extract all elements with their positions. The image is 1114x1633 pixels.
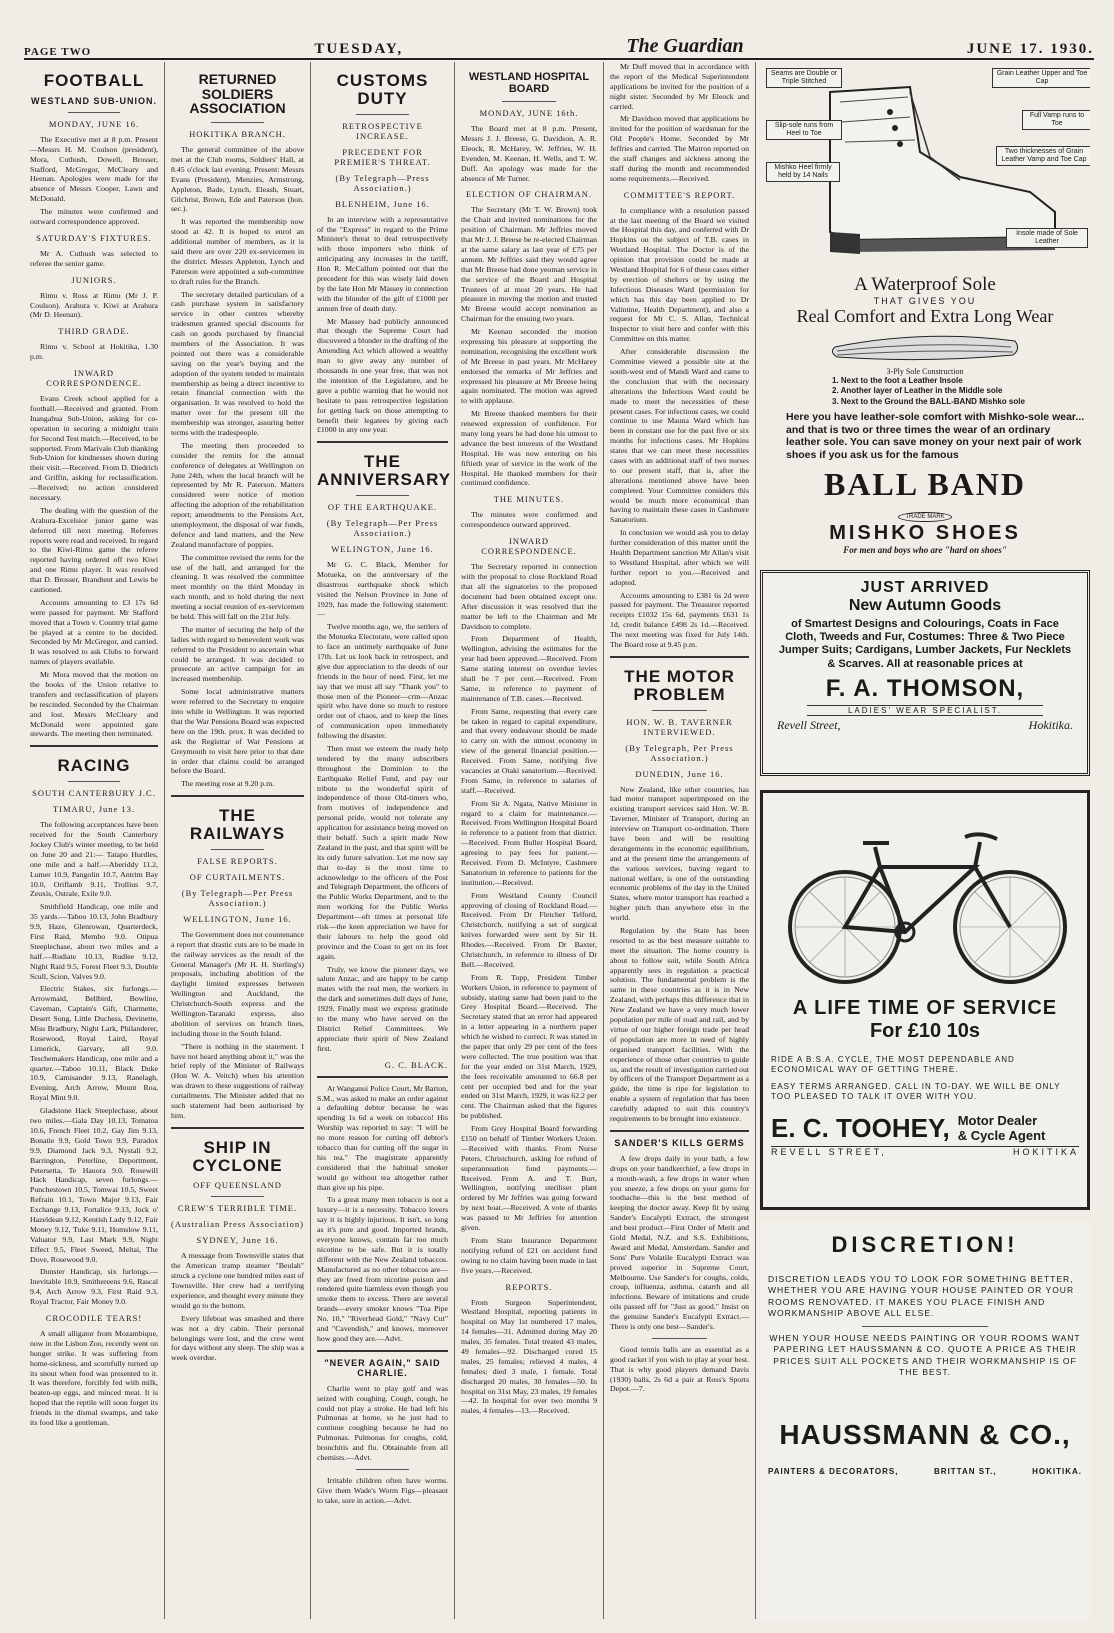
article-subtitle: HON. W. B. TAVERNER INTERVIEWED. [626, 716, 733, 737]
paragraph: New Zealand, like other countries, has had motor transport superimposed on the existing transport services said Hon. W. B. Taverner, Minister of Transport, during an interview on Transport co-ordination. There have been and will be resulting derangements in the economic equilibrium, and at the present time the arrangements of the various services, having regard to national welfare, is one of the outstanding economic problems of the day in the United States, where motor transport has reached a higher pitch than anywhere else in the world. [610, 784, 749, 923]
divider [356, 495, 408, 496]
sole-item: 1. Next to the foot a Leather Insole [832, 376, 963, 385]
paragraph: Mr Keenan seconded the motion expressing his pleasure at supporting the nomination, recognising the excellent work of Mr Breese in past years. Mr McHarey endorsed the remarks of Mr Jeffries and expressed his pleasure at Mr Breese being again nominated. The motion was agreed to with applause. [461, 327, 597, 406]
paragraph: The Secretary (Mr T. W. Brown) took the Chair and invited nominations for the position of Chairman. Mr Jeffries moved that Mr J. J. Breese be re-elected Chairman at the same salary as last year of £75 per annum. Mr Jeffries said they would agree that Mr Breese had done yeoman service in the service of the Board and Hospital Trustees of at most 20 years. He had pleasure in moving the motion and trusted Mr Breese would accept nomination as Chairman for the ensuing two years. [461, 205, 597, 324]
dateline: SYDNEY, June 16. [196, 1235, 279, 1246]
ad-headline: DISCRETION! [831, 1232, 1019, 1257]
divider [502, 101, 556, 102]
divider [171, 1127, 304, 1129]
paragraph: Truly, we know the pioneer days, we salute Anzac, and are happy to be camp mates with the real men, the workers in the dark and sometimes dull days of June, 1929. Finally must we express gratitude to the many who have served on the District Relief Committees. We appreciate their spirit of New Zealand first. [317, 964, 448, 1053]
ad-headline: For £10 10s [869, 1020, 981, 1042]
ad-haussmann [760, 1222, 1090, 1622]
article-subtitle: FALSE REPORTS. [197, 855, 278, 866]
town-text: Hokitika. [1028, 717, 1073, 732]
divider [211, 849, 264, 850]
town-text: HOKITIKA [1012, 1146, 1079, 1157]
article-title-customs: CUSTOMS DUTY [336, 71, 429, 108]
trade-line: Motor Dealer [957, 1113, 1038, 1129]
paragraph: At Wanganui Police Court, Mr Barton, S.M., was asked to make an order against a defaulting debtor because he was spending 1s 6d a week on tobacco! His Worship was reported to say: "I will be no more reason for cutting off debtor's tobacco than for cutting off the sugar in his tea." The magistrate apparently considered that the habitual smoker would go without tea altogether rather than give up his pipe. [317, 1083, 448, 1192]
paragraph: The committee revised the rents for the use of the hall, and arranged for the cleaning. It was resolved the committee meet monthly on the third Monday in each month, and to hold during the next meeting a social reunion of ex-servicemen be held. This will fall on the 21st July. [171, 552, 304, 622]
paragraph: From Surgeon Superintendent, Westland Hospital, reporting patients in hospital on May 1st numbered 17 males, 14 females—31. Admitted during May 20 males, 35 females. Total treated 43 males, 49 females—92. Discharged cured 15 males, 25 females; relieved 4 males, 4 females; died 3 male, 1 female. Total discharged 20 males, 30 females—50. In hospital on 31st May, 23 males, 19 females—42. In hospital for over two months 9 males, 4 females—13.—Received. [461, 1297, 597, 1416]
boot-label: Full Vamp runs to Toe [1022, 110, 1090, 130]
paragraph: Rimu v. Ross at Rimu (Mr J. P. Coulson). Arahura v. Kiwi at Arahura (Mr D. Heenan). [30, 290, 158, 320]
paragraph: A message from Townsville states that the American tramp steamer "Beulah" struck a cyclone one hundred miles east of Townsville. Her crew had a terrifying experience, and thought every minute they would go to the bottom. [171, 1251, 304, 1310]
ad-headline-block [760, 274, 1090, 327]
dateline: WELINGTON, June 16. [331, 543, 434, 554]
paragraph: In conclusion we would ask you to delay further consideration of this matter until the Health Department sanction Mr Allan's visit to Westland Hospital, after which we will further report to you.—Received and adopted. [610, 528, 749, 587]
divider [211, 122, 264, 123]
divider [610, 1130, 749, 1132]
paragraph: Mr Duff moved that in accordance with the report of the Medical Superintendent applications be invited for the position of a night sister. Seconded by Mr Eleock and carried. [610, 62, 749, 111]
brand-block [760, 466, 1090, 503]
article-subtitle: OFF QUEENSLAND [193, 1180, 282, 1191]
paragraph: The Executive met at 8 p.m. Present—Messrs H. M. Coulson (president), Mora, Cuthush, Dowell, Brosser, Stafford, McGregor, McCleary and Heenan. Apologies were made for the absence of Messrs Cooper, Lawn and McDonald. [30, 134, 158, 204]
sole-title: 3-Ply Sole Construction [886, 367, 964, 376]
paragraph: From R. Topp, President Timber Workers Union, in reference to payment of subsidy, stating same had been paid to the Grey Hospital Board.—Received. The Secretary stated that an error had appeared in a letter appearing in a northern paper which he wished to correct. It was stated in the paper that only 29 per cent of the fees were collected. The true position was that for the year ended on 31st March, 1929, the fees receivable amounted to 66.8 per cent per occupied bed and for the year ended on 31st March, 1929, it was 62.2 per cent. The Chairman asked that the figures be published. [461, 972, 597, 1121]
paragraph: The Secretary reported in connection with the proposal to close Rockland Road that all the signatories to the proposed document had been obtained except one. After discussion it was resolved that the matter be left to the Chairman and Mr Davidson to complete. [461, 562, 597, 631]
paragraph: The minutes were confirmed and correspondence outward approved. [461, 510, 597, 530]
paragraph: Some local administrative matters were referred to the Secretary to enquire into while in Wellington. It was reported that the War Pensions Board was expected here on the 19th. prox. It was decided to ask the Registrar of War Pensions at Greymouth to visit here prior to that date in order that claims could be arranged before the Board. [171, 687, 304, 776]
paragraph: Evans Creek school applied for a football.—Received and granted. From Inangahua Sub-Union, asking for co-operation in securing a midnight train for Second Test match.—Received, to be supported. From Marivale Club thanking Sub-Union for kindnesses shown during their visit.—Received. From D. Diedrich and Griffin, asking for reclassification.—Received; no action considered necessary. [30, 394, 158, 502]
section-heading: SATURDAY'S FIXTURES. [36, 232, 152, 243]
sole-list [760, 376, 1090, 407]
sole-item: 2. Another layer of Leather in the Middle sole [832, 386, 1003, 396]
street-text: Revell Street, [777, 717, 841, 732]
boot-label: Two thicknesses of Grain Leather Vamp and Toe Cap [996, 146, 1090, 166]
boot-label: Insole made of Sole Leather [1006, 228, 1088, 248]
paragraph: From Sir A. Ngata, Native Minister in regard to a claim for maintenance.—Received. From Wellington Hospital Board in reference to a patient from that district.—Received. From Buller Hospital Board, agreeing to pay fees for patient.—Received. From D. McIntyre, Cashmere Sanatorium in reference to patients for the institution.—Received. [461, 798, 597, 887]
article-subtitle: CREW'S TERRIBLE TIME. [177, 1203, 298, 1214]
article-title-hospital: WESTLAND HOSPITAL BOARD [468, 71, 590, 95]
street-text: BRITTAN ST., [934, 1466, 997, 1476]
article-subtitle: OF THE EARTHQUAKE. [327, 501, 438, 512]
ad-headline: Real Comfort and Extra Long Wear [796, 306, 1054, 326]
paragraph: Mr Mora moved that the motion on the books of the Union relative to transfers and reclassification of players be rescinded. Seconded by the Chairman and lost. Messrs McCleary and McDonald were appointed gate stewards. The meeting then terminated. [30, 670, 158, 739]
ad-ballband [760, 62, 1090, 562]
paragraph: Accounts amounting to £381 6s 2d were passed for payment. The Treasurer reported receipts £1032 15s 6d, payments £631 1s 1d, credit balance £498 2s 1d.—Received. The next meeting was fixed for July 14th. The Board rose at 9.45 p.m. [610, 590, 749, 649]
dealer-address [768, 1467, 1082, 1476]
paragraph: Mr G. C. Black, Member for Motueka, on the anniversary of the disastrous earthquake shock which visited the Nelson Province in June of 1929, has made the following statement:— [317, 559, 448, 619]
ad-headline: A Waterproof Sole [854, 274, 996, 295]
paragraph: The Board met at 8 p.m. Present, Messrs J. J. Breese, G. Davidson, A. R. Eleock, R. McHarey, W. Jeffries, W. H. Evenden, M. Keenan, H. Wells, and T. W. Duff. An apology was made for the absence of Mr Turner. [461, 124, 597, 183]
column-5 [604, 62, 756, 1619]
bicycle-icon [775, 797, 1075, 997]
paragraph: Smithfield Handicap, one mile and 35 yards.—Taboo 10.13, John Bradbury 9.9, Haze, Glenrowan, Quarterdeck, First Raid, Membo 9.0. Otipua Steeplechase, about two miles and a half.—Rudiate 10.13, Rudlee 9.12, Night Raid 9.5, Forest Fleet 9.3, Double Scull, Scion, Valves 9.0. [30, 902, 158, 981]
section-heading: "NEVER AGAIN," SAID CHARLIE. [324, 1357, 441, 1378]
divider [68, 112, 119, 113]
paragraph: From Westland County Council approving of closing of Rockland Road.—Received. From Dr Fletcher Telford, Christchurch, notifying a set of surgical knives forwarded were sent by Sir H. Rhodes.—Received. From Dr Baxter, Christchurch, in reference to illness of Dr Bell.—Received. [461, 890, 597, 969]
ad-body: EASY TERMS ARRANGED. CALL IN TO-DAY. WE WILL BE ONLY TOO PLEASED TO TALK IT OVER WITH YOU. [771, 1081, 1061, 1102]
dateline: TIMARU, June 13. [52, 804, 136, 815]
dateline: MONDAY, JUNE 16th. [479, 108, 579, 119]
telegraph-credit: (By Telegraph, Per Press Association.) [625, 742, 734, 763]
section-heading: THE MINUTES. [493, 494, 565, 505]
boot-label: Grain Leather Upper and Toe Cap [992, 68, 1090, 88]
paragraph: In an interview with a representative of the "Express" in regard to the Prime Minister's threat to deal retrospectively with those importers who think of anticipating any increases in the tariff, Hon R. McCallum pointed out that the precedent for this was wisely laid down by the late Hon Mr Massey in connection with the blunder of the gift of £1000 per annum free of death duty. [317, 214, 448, 313]
ad-headline: JUST ARRIVED [860, 579, 990, 596]
column-4 [455, 62, 604, 1619]
dealer-line: LADIES' WEAR SPECIALIST. [807, 705, 1043, 716]
article-subtitle: WESTLAND SUB-UNION. [31, 95, 157, 106]
trademark-badge: TRADE MARK [898, 512, 951, 522]
divider [171, 795, 304, 797]
article-subtitle: SOUTH CANTERBURY J.C. [32, 788, 156, 799]
paragraph: The secretary detailed particulars of a cash purchase system in satisfactory service in other centres whereby tradesmen granted special discounts for cash on goods purchased by financial members of the Association. It was pointed out there was a considerable saving on the year's buying and the adoption of the system tended to maintain membership as being a direct incentive to retain financial connection with the organisation. It was resolved to hold the matter over for the present till the membership was stronger, assuring better terms with the tradespeople. [171, 289, 304, 437]
divider [317, 1350, 448, 1352]
paragraph: The matter of securing the help of the ladies with regard to benevolent work was referred to the President to ascertain what could be arranged. It was decided to prosecute an active campaign for an increased membership. [171, 624, 304, 684]
paragraph: Regulation by the State has been resorted to as the best measure suitable to meet the situation. The home country is about to follow suit, while South Africa apparently sees in regulation a practical solution. The fundamental problem is the same in these countries as it is in New Zealand, with perhaps this difference that in New Zealand we have a very much lower population per mile of road and rail, and by virtue of our higher foreign trade per head of population are more in need of highly organised transport facilities. With the experience of those other countries to guide us, and the result of investigation carried out by officers of the Transport Department as a guide, the time is ripe for legislation to enable a system of regulation that has been carefully adapted to suit this country's requirements to be brought into existence. [610, 926, 750, 1123]
boot-label: Slip-sole runs from Heel to Toe [766, 120, 842, 140]
brand-badge-wrap [760, 503, 1090, 522]
telegraph-credit: (Australian Press Association) [171, 1219, 304, 1230]
brand-tagline: For men and boys who are "hard on shoes" [843, 544, 1007, 555]
dealer-address [777, 718, 1073, 733]
section-heading: COMMITTEE'S REPORT. [623, 189, 736, 200]
paragraph: A small alligator from Mozambique, now in the Lisbon Zoo, recently went on hunger strike. It was suffering from home-sickness, and scornfully turned up its snout when food was presented to it. It was therefore, forcibly fed with milk, beaten-up eggs, and minced meat. It is hoped that the reptile will soon forget its friends in the dismal swamps, and take its food like a gentleman. [30, 1328, 158, 1427]
paragraph: Charlie went to play golf and was seized with coughing. Cough, cough, he could not play a stroke. He had left his Pulmonas at home, so he just had to continue coughing because he had no Pulmonas. Pulmonas for coughs, cold, bronchitis and flu. Obtainable from all chemists.—Advt. [317, 1383, 448, 1462]
section-heading: SANDER'S KILLS GERMS [614, 1137, 745, 1148]
ad-body: RIDE A B.S.A. CYCLE, THE MOST DEPENDABLE AND ECONOMICAL WAY OF GETTING THERE. [771, 1055, 1015, 1075]
newspaper-title: The Guardian [626, 35, 744, 57]
signature: G. C. BLACK. [384, 1059, 448, 1070]
dateline: DUNEDIN, June 16. [635, 768, 724, 779]
paragraph: From Same, requesting that every care be taken in regard to capital expenditure, and that every endeavour should be made to carry on with the utmost economy in view of the general financial position.—Received. From Same, notifying five vacancies at Otaki sanatorium.—Received. From Same, in reference to salaries of staff.—Received. [461, 706, 597, 795]
paragraph: Then must we esteem the ready help tendered by the many subscribers throughout the Dominion to the Earthquake Relief Fund, and pay our tribute to the wonderful spirit of independence of those Old-timers who, from motives of independence and personal pride, would not tolerate any application for assistance being moved on their behalf. Such a spirit made New Zealand in the past, and that spirit will be its only future salvation. Let me now say that to-day is the most time to acknowledge to the officers of the Post and Telegraph Department, the officers of the Public Works Department, and to the men working for the Public Works Department—oft times at personal life risk—the keen appreciation we have for their labours to help the good old province and the Coast to get on its feet again. [317, 744, 448, 961]
trade-line: PAINTERS & DECORATORS, [768, 1466, 899, 1476]
ad-toohey [760, 790, 1090, 1210]
paragraph: Twelve months ago, we, the settlers of the Motueka Electorate, were called upon to face an untimely earthquake of June 17th. Let us look back in retrospect, and give due appreciation to the deeds of our friends in the hour of need. First, let me say that we must all say "Thank you" to those men of the Pioneer—crm—Anzac spirit who have done so much to restore order out of chaos, and to keep the lines of communication open immediately following the disaster. [317, 622, 448, 741]
section-heading: REPORTS. [505, 1281, 553, 1292]
article-title-rsa: RETURNED SOLDIERS ASSOCIATION [189, 71, 286, 117]
divider [356, 114, 408, 115]
section-heading: JUNIORS. [71, 274, 117, 285]
brand-line: MISHKO SHOES [829, 521, 1021, 544]
paragraph: Mr Massey had publicly announced that though the Supreme Court had discovered a blunder in the drafting of the Amending Act which allowed a wealthy man to give away any number of thousands in one year free, that was not the intention of the Legislature, and he gave a public warning that he would not hesitate to pass retrospective legislation for getting back on those attempting to benefit their legatees by giving each £1000 in any one year. [317, 316, 448, 435]
paragraph: Mr Breese thanked members for their renewed expression of confidence. For many long years he had done his utmost to advance the best interests of the Westland Hospital. He was now entering on his fiftieth year of service in the work of the Hospital. He thanked members for their continued confidence. [461, 409, 597, 488]
masthead-date: JUNE 17. 1930. [966, 41, 1094, 57]
ad-body: DISCRETION LEADS YOU TO LOOK FOR SOMETHING BETTER, WHETHER YOU ARE HAVING YOUR HOUSE PAINTED OR YOUR ROOMS RENOVATED. IT MAKES YOU PLACE FINISH AND WORKMANSHIP ABOVE ALL ELSE. [768, 1274, 1075, 1319]
dateline: BLENHEIM, June 16. [335, 198, 430, 209]
paragraph: From State Insurance Department notifying refund of £21 on accident fund owing to no claim having been made in last five years.—Received. [461, 1235, 597, 1275]
paragraph: Every lifeboat was smashed and there was not a dry cabin. Their personal belongings were lost, and the crew went for days without any sleep. The ship was a week overdue. [171, 1313, 304, 1363]
divider [862, 1326, 988, 1327]
dealer-name [760, 561, 1090, 562]
article-subtitle: PRECEDENT FOR PREMIER'S THREAT. [334, 146, 431, 167]
paragraph: Rimu v. School at Hokitika, 1.30 p.m. [30, 342, 158, 362]
paragraph: Electric Stakes, six furlongs.—Arrowmaid, Bellbird, Bowline, Caveman, Captain's Gift, Charmette, Desert Song, Little Duchess, Devinette, Miss Bradbury, Night Lark, Philanderer, Rosewood, Royal Laird, Royal Limerick, Garvary, all 9.0. Teschemakers Handicap, one mile and a quarter.—Taboo 10.11, Black Duke 10.9, Camisander 9.13, Ranelagh, Evening, Arch Arrow, Mount Roa, Royal Mint 9.0. [30, 984, 158, 1103]
dealer-name: F. A. THOMSON, [825, 674, 1025, 702]
masthead-day: TUESDAY, [314, 41, 404, 57]
ad-thomson [760, 570, 1090, 776]
article-title-anniversary: THE ANNIVERSARY [317, 452, 452, 490]
telegraph-credit: (By Telegraph—Per Press Association.) [326, 517, 439, 538]
dealer-name: E. C. TOOHEY, [771, 1112, 950, 1143]
article-title-football: FOOTBALL [43, 71, 145, 90]
paragraph: From Grey Hospital Board forwarding £150 on behalf of Timber Workers Union.—Received with thanks. From Nurse Peters, Christchurch, asking for refund of superannuation fund payments.—Received. From A. and T. Burt, Wellington, notifying steriliser plant ordered by Mr Jeffries was going forward by next boat.—Received. A vote of thanks was passed to Mr Jeffries for attention given. [461, 1124, 597, 1233]
divider [30, 745, 158, 747]
article-title-racing: RACING [57, 756, 131, 776]
paragraph: Mr A. Cuthush was selected to referee the senior game. [30, 248, 158, 268]
ad-headline: A LIFE TIME OF SERVICE [792, 997, 1058, 1019]
boot-label: Mishko Heel firmly held by 14 Nails [766, 162, 840, 182]
section-heading: INWARD CORRESPONDENCE. [46, 368, 142, 389]
dateline: WELLINGTON, June 16. [183, 913, 292, 924]
paragraph: Dunster Handicap, six furlongs.—Inevitable 10.9, Smithereens 9.6, Rascal 9.4, Arch Arrow 9.3, First Raid 9.3, Royal Tractor, Fair Money 9.0. [30, 1267, 158, 1307]
town-text: HOKITIKA. [1032, 1466, 1082, 1476]
article-subtitle: OF CURTAILMENTS. [189, 871, 286, 882]
paragraph: Good tennis balls are as essential as a good racket if you wish to play at your best. That is why good players demand Davis (1930) balls, 2s 6d a pair at Ross's Sports Depot.—7. [610, 1344, 749, 1394]
dealer-name: HAUSSMANN & CO., [779, 1418, 1071, 1450]
telegraph-credit: (By Telegraph—Per Press Association.) [181, 887, 294, 908]
divider [652, 710, 708, 711]
article-subtitle: HOKITIKA BRANCH. [189, 129, 286, 140]
column-1 [24, 62, 165, 1619]
divider [211, 1196, 264, 1197]
paragraph: Gladstone Hack Steeplechase, about two miles.—Gala Day 10.13, Tomatoa 10.6, French Fleet 10.2, Gay Jim 9.13, Bonatie 9.9, Gold Town 9.9, Paradox 9.9, Diamond Jack 9.3, Nystali 9.2, Barrington, Peterline, Deportment, Petersetta, Te Hauora 9.0. Rosewill Hack Handicap, seven furlongs.—Punchestown 10.5, Tomwai 10.5, Sweet Refrain 10.1, Town Major 9.13, Fair Exchange 9.13, Fortalice 9.13, Jock o' Hazeldean 9.12, Kentish Lady 9.12, Fair Money 9.12, Tuke 9.11, Homslow 9.11, Valuator 9.9, Last Mark 9.9, Night Effect 9.5, Fleet Sweed, Meltai, The Dove, Rosewood 9.0. [30, 1106, 158, 1264]
column-2 [165, 62, 311, 1619]
paragraph: The Government does not countenance a report that drastic cuts are to be made in the railway services as the result of the General Manager's (Mr H. H. Sterling's) proposals, including abolition of the daylight limited expresses between Wellington and Auckland, the Christchurch-South express and the Wellington-Taranaki express, also abolition of services on branch lines, including those in the South Island. [171, 929, 304, 1038]
page-number: PAGE TWO [24, 46, 92, 58]
paragraph: It was reported the membership now stood at 42. It is hoped to enrol an additional number of members, as it is said there are over 220 ex-servicemen in the district. Messrs Appleton, Lynch and Paterson were appointed a sub-committee to draft rules for the Branch. [171, 217, 304, 286]
paragraph: The dealing with the question of the Arahura-Excelsior junior game was deferred till next meeting. Referees reports were read and received. In regard to the Kiwi-Rimu game the referee reported having ordered off two Kiwi and one Rimu player. It was resolved that D. Brosser, Brandtent and Lewis be cautioned. [30, 505, 158, 595]
divider [317, 1076, 448, 1078]
sole-layers-icon [825, 327, 1025, 367]
section-heading: THIRD GRADE. [58, 326, 130, 337]
ad-headline: New Autumn Goods [848, 597, 1002, 614]
section-heading: INWARD CORRESPONDENCE. [481, 536, 577, 557]
boot-label: Seams are Double or Triple Stitched [766, 68, 842, 88]
trade-line: & Cycle Agent [957, 1128, 1046, 1144]
paragraph: The following acceptances have been received for the South Canterbury Jockey Club's winter meeting, to be held on June 20 and 21:— Tatapo Hurdles, one mile and a half.—Aberiddy 11.2, Lumer 10.9, Pangolin 10.7, Antrim Bay 10.0, Oriflamb 9.11, Trollius 9.7, Zeuxis, Ostrale, Exile 9.0. [30, 820, 158, 899]
divider [610, 656, 749, 658]
paragraph: To a great many men tobacco is not a luxury—it is a necessity. Tobacco lovers say it is highly injurious. It isn't, so long as it's pure and good. Imported brands, everyone knows, contain far too much nicotine to be safe. But it is totally different with the New Zealand tobaccos. Manufactured as no other tobaccos are—they are freed from nicotine poison and rendered quite harmless even though you smoke them to excess. There are several brands—every smoker knows "Toa Pipe No. 10," "Riverhead Gold," "Navy Cut" and "Cavendish," and knows, moreover how good they are.—Advt. [317, 1195, 448, 1343]
article-title-motor: THE MOTOR PROBLEM [624, 666, 735, 704]
paragraph: The minutes were confirmed and outward correspondence approved. [30, 207, 158, 226]
dealer-address [771, 1146, 1079, 1157]
article-subtitle: RETROSPECTIVE INCREASE. [342, 120, 423, 141]
paragraph: The meeting rose at 9.20 p.m. [181, 779, 275, 789]
paragraph: A few drops daily in your bath, a few drops on your handkerchief, a few drops in a mouth-wash, a few drops in water when you sneeze, a few drops on your gums for toothache—this is the best method of keeping the doctor away. Keep fit by using Sander's Eucalypti Extract, the strongest and best product—First Order of Merit and Gold Medal, N.Z. and S.S. Exhibitions, Award and Medal, Amsterdam. Sander and Sons' Pure Volatile Eucalypti Extract was proved superior in Supreme Court, Melbourne. Use Sander's for coughs, colds, croup, influenza, asthma, catarrh and all infections. Beware of imitations and crude oils passed off for "Just as good." Insist on the genuine Sander's Eucalypti Extract.—There is only one best—Sander's. [610, 1153, 749, 1331]
divider [68, 781, 119, 782]
section-heading: ELECTION OF CHAIRMAN. [465, 189, 593, 200]
ad-body: WHEN YOUR HOUSE NEEDS PAINTING OR YOUR ROOMS WANT PAPERING LET HAUSSMANN & CO. QUOTE A PRICE AS THEIR PRICES SUIT ALL POCKETS AND THEIR WORKMANSHIP IS OF THE BEST. [769, 1332, 1081, 1378]
column-3 [311, 62, 455, 1619]
paragraph: Irritable children often have worms. Give them Wade's Worm Figs—pleasant to take, sure in action.—Advt. [317, 1475, 448, 1505]
article-title-cyclone: SHIP IN CYCLONE [192, 1137, 283, 1175]
paragraph: "There is nothing in the statement. I have not heard anything about it," was the brief reply of the Minister of Railways (Hon W. A. Veitch) when his attention was drawn to these suggestions of railway curtailments. The Minister added that no such statement had been authorised by him. [171, 1041, 304, 1120]
divider [356, 1469, 408, 1470]
ad-subhead: THAT GIVES YOU [873, 296, 977, 306]
divider [317, 441, 448, 443]
telegraph-credit: (By Telegraph—Press Association.) [335, 172, 430, 193]
ad-body: of Smartest Designs and Colourings, Coats in Face Cloth, Tweeds and Fur, Costumes: Three & Two Piece Jumper Suits; Cardigans, Lumber Jackets, Fur Necklets & Scarves. All at reasonable prices at [778, 618, 1072, 670]
paragraph: The general committee of the above met at the Club rooms, Soldiers' Hall, at 8.45 o'clock last evening. Present: Messrs Evans (President), Menzies, Armstrong, Appleton, Bade, Lynch, Eleash, Stuart, Gilchrist, Brown, Ede and Paterson (hon. sec.). [171, 145, 304, 214]
paragraph: After considerable discussion the Committee viewed a possible site at the south-west end of Mandi Ward and came to the conclusion that with the necessary alterations the Infectious Ward could be made to meet the necessities of these present cases. For infectious cases, we could continue to use Mauna Ward which has been in constant use for the past five or six months for infectious cases. Mr Hopkins states that we can meet these necessities cases with an additional staff of two nurses to our present staff, that is, after the alterations mentioned above have been completed. Your Committee considers this would be much more economical than having to maintain these cases in Cashmere Sanatorium. [610, 347, 750, 525]
paragraph: From Department of Health, Wellington, advising the estimates for the year had been approved.—Received. From Same stating interest on overdue levies shall be 7 per cent.—Received. From Same, in reference to payment of maintenance of T.B. cases.—Received. [461, 634, 597, 703]
paragraph: In compliance with a resolution passed at the last meeting of the Board we visited the Hospital this day, and conferred with Dr Hopkins on the subject of T.B. cases in Westland Hospital. The Doctor is of the opinion that provision could be made at Westland Hospital for 6 of these cases either by erection of shelters or by using the Infectious Diseases Ward (permission for which has this day been applied to Dr Valintine, Health Department), and also a request for Mr C. S. Allan, Technical Inspector to visit here and confer with this Committee on this matter. [610, 205, 749, 344]
ad-body: Here you have leather-sole comfort with Mishko-sole wear... and that is two or three times the wear of an ordinary leather sole. You can save money on your next pair of work shoes if you ask us for the famous [786, 411, 1085, 461]
dealer-block [771, 1113, 1079, 1144]
sole-item: 3. Next to the Ground the BALL-BAND Mishko sole [832, 396, 1025, 406]
masthead [24, 36, 1094, 60]
paragraph: Mr Davidson moved that applications be invited for the position of wardsman for the Old People's Home. Seconded by Mr Jeffries and carried. The Matron reported on the staff changes and sickness among the staff during the month and recommended some requirements.—Received. [610, 114, 749, 183]
dateline: MONDAY, JUNE 16. [48, 118, 140, 129]
dealer-trade [958, 1113, 1046, 1143]
street-text: REVELL STREET, [771, 1146, 887, 1157]
article-title-railways: THE RAILWAYS [189, 806, 286, 844]
paragraph: The meeting then proceeded to consider the remits for the annual conference of delegates at Wellington on June 24th, when the local branch will be represented by Mr R. Paterson. Matters considered were notice of motion affecting the adoption of the rehabilitation report; amendments to the Pensions Act, unemployment, the disposal of war funds, defence and land matters, and the New Zealand manufacture of poppies. [171, 440, 304, 549]
section-heading: CROCODILE TEARS! [45, 1312, 143, 1323]
brand-name: BALL BAND [823, 465, 1027, 502]
paragraph: Accounts amounting to £3 17s 6d were passed for payment. Mr Stafford moved that a Town v. Country trial game be played at a centre to be decided. Seconded by Mr McGregor, and carried. It was resolved to ask Clubs to forward names of players available. [30, 597, 158, 667]
divider [652, 1338, 708, 1339]
